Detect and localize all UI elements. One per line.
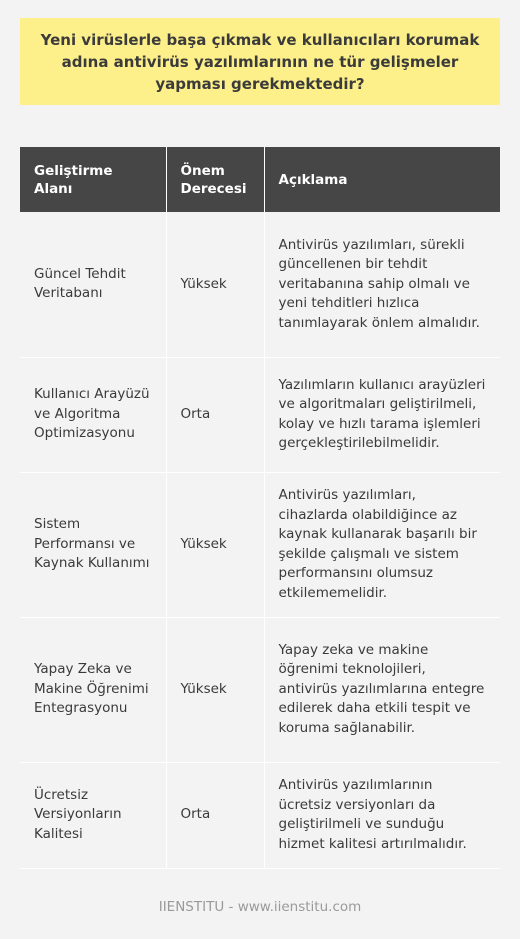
area-cell: Ücretsiz Versiyonların Kalitesi xyxy=(20,762,166,868)
description-cell: Yapay zeka ve makine öğrenimi teknolojileri, antivirüs yazılımlarına entegre edilerek daha etkili tespit ve koruma sağlanabilir. xyxy=(264,617,500,762)
header-area: Geliştirme Alanı xyxy=(20,147,166,212)
table-row xyxy=(20,472,500,617)
importance-cell: Orta xyxy=(166,762,264,868)
table-row xyxy=(20,212,500,357)
area-cell: Güncel Tehdit Veritabanı xyxy=(20,212,166,357)
area-cell: Kullanıcı Arayüzü ve Algoritma Optimizasyonu xyxy=(20,357,166,472)
importance-cell: Yüksek xyxy=(166,472,264,617)
importance-cell: Yüksek xyxy=(166,617,264,762)
table-row xyxy=(20,357,500,472)
header-description: Açıklama xyxy=(264,147,500,212)
description-cell: Antivirüs yazılımları, sürekli güncellenen bir tehdit veritabanına sahip olmalı ve yeni tehditleri hızlıca tanımlayarak önlem almalıdır. xyxy=(264,212,500,357)
header-importance: Önem Derecesi xyxy=(166,147,264,212)
table-row xyxy=(20,617,500,762)
description-cell: Yazılımların kullanıcı arayüzleri ve algoritmaları geliştirilmeli, kolay ve hızlı tarama işlemleri gerçekleştirilebilmelidir. xyxy=(264,357,500,472)
description-cell: Antivirüs yazılımları, cihazlarda olabildiğince az kaynak kullanarak başarılı bir şekilde çalışmalı ve sistem performansını olumsuz etkilememelidir. xyxy=(264,472,500,617)
area-cell: Sistem Performansı ve Kaynak Kullanımı xyxy=(20,472,166,617)
table-row xyxy=(20,762,500,868)
development-areas-table xyxy=(20,147,500,869)
importance-cell: Orta xyxy=(166,357,264,472)
footer-credit: IIENSTITU - www.iienstitu.com xyxy=(158,899,362,915)
description-cell: Antivirüs yazılımlarının ücretsiz versiyonları da geliştirilmeli ve sunduğu hizmet kalitesi artırılmalıdır. xyxy=(264,762,500,868)
page-title: Yeni virüslerle başa çıkmak ve kullanıcıları korumak adına antivirüs yazılımlarının ne tür gelişmeler yapması gerekmektedir? xyxy=(40,30,480,93)
importance-cell: Yüksek xyxy=(166,212,264,357)
table-header-row xyxy=(20,147,500,212)
question-banner xyxy=(20,18,500,105)
area-cell: Yapay Zeka ve Makine Öğrenimi Entegrasyonu xyxy=(20,617,166,762)
